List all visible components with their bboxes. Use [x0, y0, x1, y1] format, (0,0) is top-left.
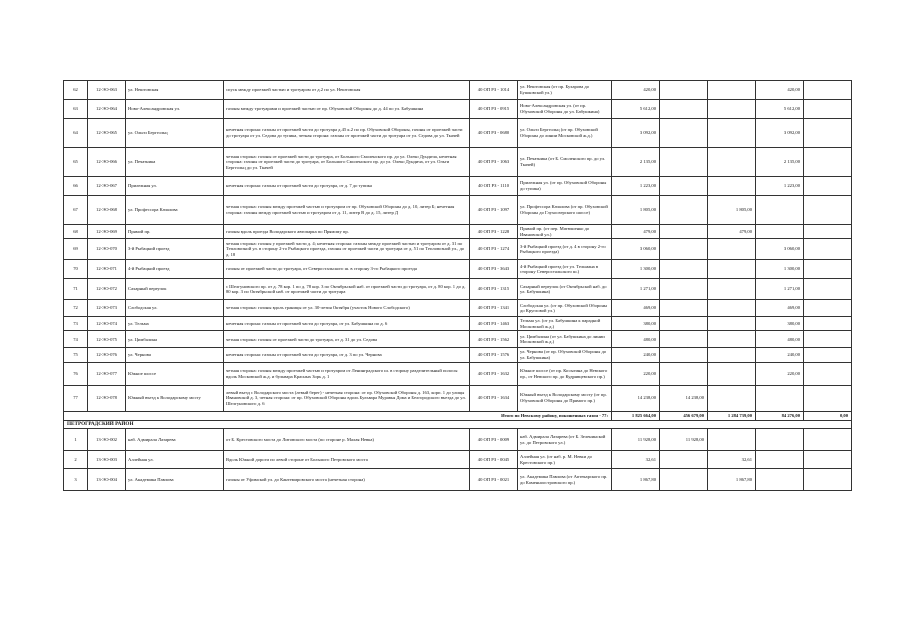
cell-code: 12-ЭО-072 [88, 279, 126, 300]
cell-v5 [804, 225, 852, 239]
cell-no: 62 [64, 81, 88, 100]
cell-v3: 1 805,00 [708, 196, 756, 225]
cell-street: ул. Тельма [126, 317, 224, 331]
table-row [64, 260, 852, 279]
cell-v3 [708, 177, 756, 196]
cell-no: 69 [64, 239, 88, 260]
cell-reg: 40 ОП РЗ - 0045 [470, 451, 518, 469]
cell-street: Слободская ул. [126, 300, 224, 317]
total-v2: 456 679,00 [660, 411, 708, 420]
cell-v4 [756, 469, 804, 491]
cell-desc: четная сторона: газоны вдоль границы от ул. 30-летия Октября (участок Нового Слободского) [224, 300, 470, 317]
cell-v4 [756, 429, 804, 451]
cell-v1: 1 805,00 [612, 196, 660, 225]
cell-desc: четная сторона: газоны у проезжей части д. 4; нечетная сторона: газоны между проезжей частью и тротуаром от д. 31 по Тепловозной ул. в сторону 2-го Рыбацкого проезда, газоны от проезжей части до тротуара от д. 51 по Тепловозной ул., до д. 18 [224, 239, 470, 260]
cell-bounds: 4-й Рыбацкий проезд (от ул. Тельмана в сторону Северостальского ш.) [518, 260, 612, 279]
cell-reg: 40 ОП РЗ - 1063 [470, 148, 518, 177]
cell-v1: 380,00 [612, 317, 660, 331]
cell-v2 [660, 317, 708, 331]
cell-v5 [804, 279, 852, 300]
cell-bounds: Прилежная ул. (от пр. Обуховской Обороны до тупика) [518, 177, 612, 196]
cell-desc: четная сторона: газоны от проезжей части до тротуара, от д. 31 до ул. Седова [224, 331, 470, 348]
cell-desc: Вдоль Южной дороги по левой стороне от Большого Петровского моста [224, 451, 470, 469]
cell-v5 [804, 81, 852, 100]
total-v5: 0,00 [804, 411, 852, 420]
cell-reg: 40 ОП РЗ - 1014 [470, 81, 518, 100]
table-row [64, 300, 852, 317]
cell-v3 [708, 300, 756, 317]
cell-v4: 420,00 [756, 81, 804, 100]
cell-v3: 479,00 [708, 225, 756, 239]
cell-v5 [804, 317, 852, 331]
cell-street: ул. Ольги Берггольц [126, 119, 224, 148]
cell-no: 73 [64, 317, 88, 331]
cell-v4: 1 300,00 [756, 260, 804, 279]
total-v3: 1 284 739,00 [708, 411, 756, 420]
cell-v4: 220,00 [756, 362, 804, 385]
total-label: Итого по Невскому району, покошенных газон - 77: [64, 411, 612, 420]
cell-v3 [708, 239, 756, 260]
cell-bounds: Ново-Александровская ул. (от пр. Обуховской Обороны до ул. Бабушкина) [518, 100, 612, 119]
cell-v1: 469,00 [612, 300, 660, 317]
table-row [64, 196, 852, 225]
region-heading-row [64, 420, 852, 429]
region-title: ПЕТРОГРАДСКИЙ РАЙОН [64, 420, 852, 429]
cell-reg: 40 ОП РЗ - 0021 [470, 469, 518, 491]
cell-v5 [804, 239, 852, 260]
cell-v5 [804, 469, 852, 491]
cell-code: 13-ЭО-002 [88, 429, 126, 451]
cell-v1: 420,00 [612, 81, 660, 100]
table-row [64, 177, 852, 196]
cell-street: ул. Чернова [126, 348, 224, 362]
cell-v2 [660, 260, 708, 279]
cell-reg: 40 ОП РЗ - 1341 [470, 300, 518, 317]
table-row [64, 100, 852, 119]
cell-v4: 2 135,00 [756, 148, 804, 177]
total-v1: 1 825 664,00 [612, 411, 660, 420]
cell-v4: 1 223,00 [756, 177, 804, 196]
cell-v2 [660, 451, 708, 469]
table-row [64, 429, 852, 451]
cell-code: 12-ЭО-064 [88, 100, 126, 119]
cell-v1: 1 867,80 [612, 469, 660, 491]
cell-no: 75 [64, 348, 88, 362]
cell-desc: спуск между проезжей частью и тротуаром от д.2 по ул. Нештовская [224, 81, 470, 100]
cell-v2 [660, 81, 708, 100]
cell-bounds: Слободская ул. (от пр. Обуховской Обороны до Кругловой ул.) [518, 300, 612, 317]
cell-v2 [660, 469, 708, 491]
cell-code: 13-ЭО-004 [88, 469, 126, 491]
cell-v2 [660, 362, 708, 385]
cell-v5 [804, 451, 852, 469]
table-row [64, 119, 852, 148]
cell-bounds: Прямой пр. (от пер. Матюшенко до Ивановской ул.) [518, 225, 612, 239]
cell-no: 65 [64, 148, 88, 177]
cell-street: ул. Профессора Качалова [126, 196, 224, 225]
cell-code: 12-ЭО-067 [88, 177, 126, 196]
cell-v3 [708, 148, 756, 177]
cell-v4: 480,00 [756, 331, 804, 348]
table-row [64, 348, 852, 362]
cell-no: 74 [64, 331, 88, 348]
cell-bounds: Сахарный переулок (от Октябрьской наб. до ул. Бабушкина) [518, 279, 612, 300]
cell-v1: 3 060,00 [612, 239, 660, 260]
cell-v4 [756, 451, 804, 469]
cell-reg: 40 ОП РЗ - 1315 [470, 279, 518, 300]
cell-reg: 40 ОП РЗ - 1576 [470, 348, 518, 362]
table-row [64, 317, 852, 331]
cell-v3: 1 867,80 [708, 469, 756, 491]
cell-v5 [804, 362, 852, 385]
cell-desc: газоны вдоль проезда Володарского автопарка по Прямому пр. [224, 225, 470, 239]
cell-desc: четная сторона: газоны между проезжей частью и тротуаром от пр. Обуховской Обороны до д. 10, литер Б; нечетная сторона: газоны между проезжей частью и тротуаром от д. 11, литер В до д. 15, литер Д [224, 196, 470, 225]
cell-code: 12-ЭО-070 [88, 239, 126, 260]
cell-street: ул. Академика Павлова [126, 469, 224, 491]
cell-desc: нечетная сторона: газоны от проезжей части до тротуара, от д. 7 до тупика [224, 177, 470, 196]
cell-street: Ново-Александровская ул. [126, 100, 224, 119]
cell-bounds: ул. Профессора Качалова (от пр. Обуховской Обороны до Глухоозерского шоссе) [518, 196, 612, 225]
table-row [64, 148, 852, 177]
table-row [64, 362, 852, 385]
cell-no: 1 [64, 429, 88, 451]
cell-v4: 1 271,00 [756, 279, 804, 300]
cell-no: 77 [64, 385, 88, 411]
cell-reg: 40 ОП РЗ - 0680 [470, 119, 518, 148]
cell-v1: 240,00 [612, 348, 660, 362]
cell-no: 66 [64, 177, 88, 196]
cell-street: наб. Адмирала Лазарева [126, 429, 224, 451]
cell-v3 [708, 119, 756, 148]
cell-code: 12-ЭО-063 [88, 81, 126, 100]
cell-v1: 1 300,00 [612, 260, 660, 279]
cell-reg: 40 ОП РЗ - 1097 [470, 196, 518, 225]
cell-bounds: ул. Ольги Берггольц (от пр. Обуховской Обороны до линии Московской ж.д.) [518, 119, 612, 148]
cell-reg: 40 ОП РЗ - 1110 [470, 177, 518, 196]
cell-street: 3-й Рыбацкий проезд [126, 239, 224, 260]
total-v4: 84 276,00 [756, 411, 804, 420]
cell-v2 [660, 196, 708, 225]
district-nevsky-total [64, 411, 852, 420]
cell-reg: 40 ОП РЗ - 0915 [470, 100, 518, 119]
cell-bounds: ул. Академика Павлова (от Аптекарского пр. до Каменноостровского пр.) [518, 469, 612, 491]
table-row [64, 385, 852, 411]
cell-v2: 11 928,00 [660, 429, 708, 451]
cell-reg: 40 ОП РЗ - 1228 [470, 225, 518, 239]
cell-bounds: Аллейная ул. (от наб. р. М. Невки до Крестовского пр.) [518, 451, 612, 469]
cell-v1: 14 238,00 [612, 385, 660, 411]
cell-street: Южное шоссе [126, 362, 224, 385]
cell-desc: газоны от Уфимской ул. до Кантемировского моста (нечетная сторона) [224, 469, 470, 491]
cell-no: 3 [64, 469, 88, 491]
cell-v4: 3 092,00 [756, 119, 804, 148]
cell-v3 [708, 279, 756, 300]
cell-code: 12-ЭО-073 [88, 300, 126, 317]
cell-reg: 40 ОП РЗ - 1634 [470, 385, 518, 411]
cell-no: 68 [64, 225, 88, 239]
cell-desc: левый въезд с Володарского моста (левый берег) - нечетная сторона: от пр. Обуховской Обороны д. 163, корп. 1 до улицы Ивановской д. 3, четная сторона: от пр. Обуховской Обороны вдоль Бульвара Муравья Дома и Белгородского въезда до ул. Шелгуновского д. 6 [224, 385, 470, 411]
cell-v2 [660, 225, 708, 239]
table-row [64, 81, 852, 100]
cell-desc: четная сторона: газоны от проезжей части до тротуара, от Большого Смоленского пр. до ул. Олеко Дундича, нечетная сторона: газоны от проезжей части до тротуара, от Большого Смоленского пр. до ул. Олеко Дундича, от ул. Ольги Берггольц до ул. Ткачей [224, 148, 470, 177]
cell-v2 [660, 331, 708, 348]
district-petrogradsky-header [64, 420, 852, 429]
cell-no: 64 [64, 119, 88, 148]
table-row [64, 331, 852, 348]
cell-reg: 40 ОП РЗ - 1632 [470, 362, 518, 385]
cell-bounds: ул. Цимбалина (от ул. Бабушкина до линии Московской ж.д.) [518, 331, 612, 348]
cell-no: 70 [64, 260, 88, 279]
cell-v5 [804, 300, 852, 317]
cell-code: 12-ЭО-068 [88, 196, 126, 225]
cell-v2 [660, 119, 708, 148]
cell-v2 [660, 348, 708, 362]
cell-code: 12-ЭО-065 [88, 119, 126, 148]
cell-bounds: наб. Адмирала Лазарева (от Б. Зеленинской ул. до Петровского ул.) [518, 429, 612, 451]
cell-v1: 11 928,00 [612, 429, 660, 451]
cell-desc: нечетная сторона: газоны от проезжей части до тротуара, от д. 3 по ул. Чернова [224, 348, 470, 362]
cell-v1: 480,00 [612, 331, 660, 348]
cell-street: ул. Цимбалина [126, 331, 224, 348]
cell-v3 [708, 317, 756, 331]
cell-street: Прямой пр. [126, 225, 224, 239]
cell-no: 71 [64, 279, 88, 300]
cell-v3 [708, 362, 756, 385]
table-row [64, 279, 852, 300]
cell-v5 [804, 119, 852, 148]
cell-v5 [804, 348, 852, 362]
cell-v5 [804, 196, 852, 225]
cell-v4 [756, 196, 804, 225]
cell-street: Прилежная ул. [126, 177, 224, 196]
report-sheet [63, 80, 851, 491]
cell-v1: 2 135,00 [612, 148, 660, 177]
cell-v5 [804, 429, 852, 451]
cell-v5 [804, 385, 852, 411]
cell-desc: газоны от проезжей части до тротуара, от Северостальского ш. в сторону 3-го Рыбацкого проезда [224, 260, 470, 279]
cell-desc: нечетная сторона: газоны от проезжей части до тротуара д.45 к.2 по пр. Обуховской Обороны, газоны от проезжей части до тротуара от ул. Седова до тупика, четная сторона: газоны от проезжей части до тротуара от ул. Седова до ул. Ткачей [224, 119, 470, 148]
cell-v4: 380,00 [756, 317, 804, 331]
cell-v4: 469,00 [756, 300, 804, 317]
lawn-mowing-table [63, 80, 852, 491]
cell-v1: 1 223,00 [612, 177, 660, 196]
cell-v3 [708, 260, 756, 279]
table-row [64, 225, 852, 239]
cell-v4 [756, 385, 804, 411]
cell-reg: 40 ОП РЗ - 3643 [470, 260, 518, 279]
cell-v3 [708, 331, 756, 348]
cell-v2 [660, 279, 708, 300]
cell-no: 76 [64, 362, 88, 385]
cell-desc: от Б. Крестовского моста до Литовского моста (по стороне р. Малая Невка) [224, 429, 470, 451]
cell-v2: 14 238,00 [660, 385, 708, 411]
table-row [64, 451, 852, 469]
cell-v3 [708, 429, 756, 451]
cell-v4: 5 612,00 [756, 100, 804, 119]
cell-bounds: ул. Чернова (от пр. Обуховской Обороны до ул. Бабушкина) [518, 348, 612, 362]
cell-v5 [804, 148, 852, 177]
cell-v1: 32,61 [612, 451, 660, 469]
cell-no: 63 [64, 100, 88, 119]
cell-code: 12-ЭО-078 [88, 385, 126, 411]
cell-bounds: ул. Печатника (от Б. Смоленского пр. до ул. Ткачей) [518, 148, 612, 177]
cell-v1: 1 271,00 [612, 279, 660, 300]
cell-code: 12-ЭО-071 [88, 260, 126, 279]
cell-street: Южный въезд к Володарскому мосту [126, 385, 224, 411]
cell-no: 72 [64, 300, 88, 317]
cell-desc: четная сторона: газоны между проезжей частью и тротуаром от Ленинградского ш. в сторону разделительный полосы вдоль Московской ж.д. и бульвара Красных Зорь д. 1 [224, 362, 470, 385]
cell-street: ул. Печатника [126, 148, 224, 177]
cell-bounds: 3-й Рыбацкий проезд (от д. 4 в сторону 2-го Рыбацкого проезда) [518, 239, 612, 260]
cell-bounds: Южный въезд к Володарскому мосту (от пр. Обуховской Обороны до Прямого пр.) [518, 385, 612, 411]
cell-street: 4-й Рыбацкий проезд [126, 260, 224, 279]
cell-v2 [660, 177, 708, 196]
cell-v5 [804, 100, 852, 119]
cell-reg: 40 ОП РЗ - 1274 [470, 239, 518, 260]
cell-v5 [804, 260, 852, 279]
cell-code: 13-ЭО-003 [88, 451, 126, 469]
cell-v3: 32,61 [708, 451, 756, 469]
district-nevsky-rows [64, 81, 852, 412]
cell-code: 12-ЭО-074 [88, 317, 126, 331]
cell-v3 [708, 348, 756, 362]
cell-street: Сахарный переулок [126, 279, 224, 300]
cell-no: 67 [64, 196, 88, 225]
cell-reg: 40 ОП РЗ - 0009 [470, 429, 518, 451]
cell-street: ул. Нештовская [126, 81, 224, 100]
cell-v1: 479,00 [612, 225, 660, 239]
cell-v5 [804, 177, 852, 196]
cell-bounds: ул. Нештовская (от пр. Бухарова до Бушковской ул.) [518, 81, 612, 100]
cell-v5 [804, 331, 852, 348]
cell-desc: газоны между тротуарами и проезжей частью от пр. Обуховской Обороны до д. 44 по ул. Бабушкина [224, 100, 470, 119]
cell-code: 12-ЭО-069 [88, 225, 126, 239]
cell-v4: 3 060,00 [756, 239, 804, 260]
cell-v3 [708, 385, 756, 411]
cell-no: 2 [64, 451, 88, 469]
cell-v1: 220,00 [612, 362, 660, 385]
cell-code: 12-ЭО-075 [88, 331, 126, 348]
table-row [64, 469, 852, 491]
cell-bounds: Тельма ул. (от ул. Бабушкина к парадной Московской ж.д.) [518, 317, 612, 331]
cell-reg: 40 ОП РЗ - 1463 [470, 317, 518, 331]
cell-v4: 240,00 [756, 348, 804, 362]
cell-desc: с Шелгуновского пр. от д. 78 кор. 1 по д. 78 кор. 3 по Октябрьской наб. от проезжей части до тротуара, от д. 80 кор. 1 до д. 80 кор. 3 по Октябрьской наб. от проезжей части до тротуара [224, 279, 470, 300]
cell-v2 [660, 239, 708, 260]
cell-code: 12-ЭО-066 [88, 148, 126, 177]
cell-reg: 40 ОП РЗ - 1562 [470, 331, 518, 348]
cell-street: Аллейная ул. [126, 451, 224, 469]
cell-bounds: Южное шоссе (от пр. Косыгина до Невского пр., от Невского пр. до Кудрявцевского пр.) [518, 362, 612, 385]
district-petrogradsky-rows [64, 429, 852, 491]
cell-v2 [660, 300, 708, 317]
cell-v2 [660, 148, 708, 177]
cell-code: 12-ЭО-077 [88, 362, 126, 385]
cell-v3 [708, 81, 756, 100]
cell-v4 [756, 225, 804, 239]
cell-v1: 5 612,00 [612, 100, 660, 119]
cell-code: 12-ЭО-076 [88, 348, 126, 362]
table-row [64, 239, 852, 260]
total-row [64, 411, 852, 420]
cell-v2 [660, 100, 708, 119]
cell-v3 [708, 100, 756, 119]
cell-desc: нечетная сторона: газоны от проезжей части до тротуара, от ул. Бабушкина по д. 6 [224, 317, 470, 331]
cell-v1: 3 092,00 [612, 119, 660, 148]
